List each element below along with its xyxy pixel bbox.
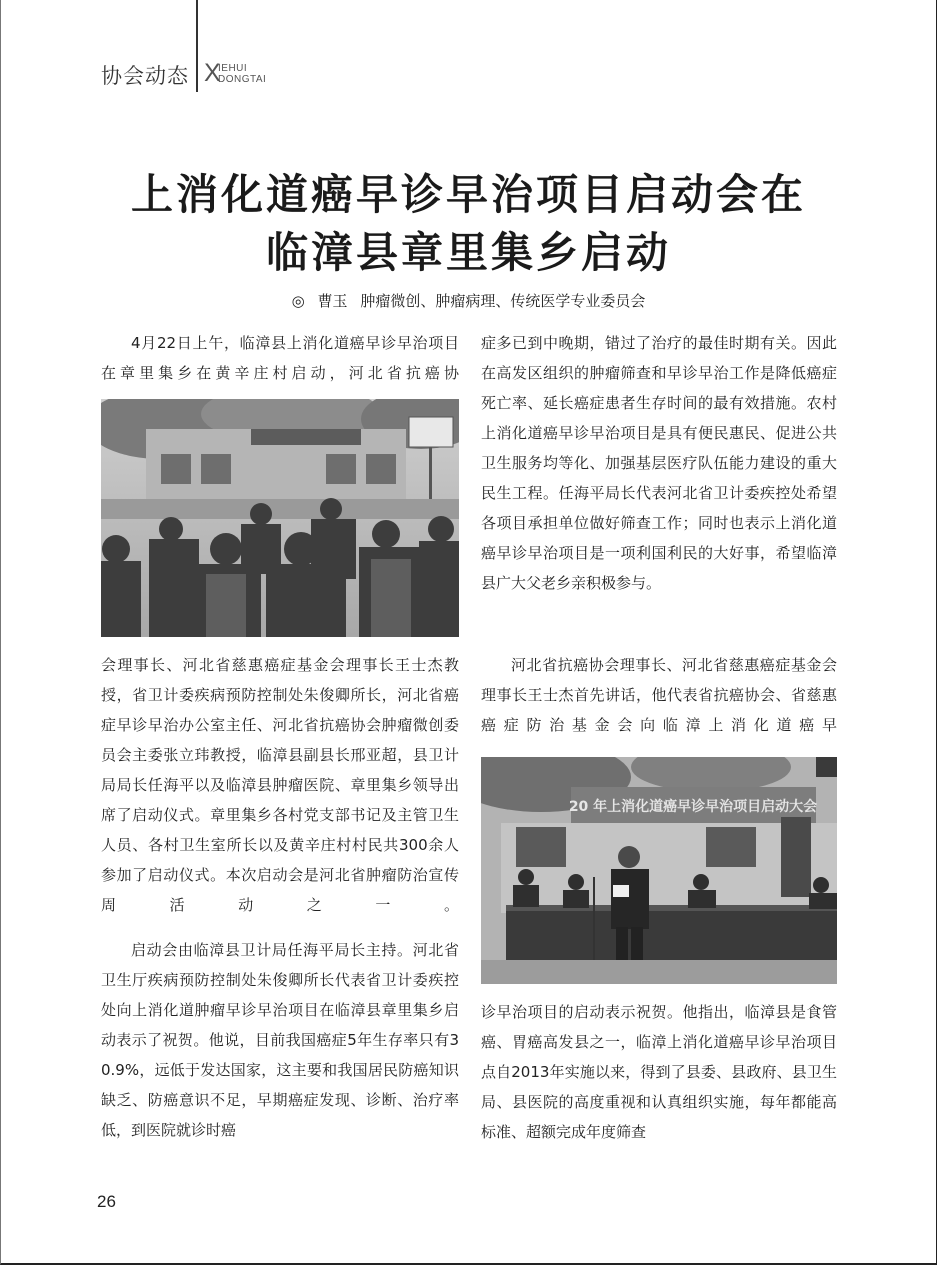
article-title-line1: 上消化道癌早诊早治项目启动会在	[130, 170, 806, 219]
speaker-podium-illustration	[481, 757, 837, 984]
section-title: 协会动态	[101, 64, 189, 88]
section-subtitle-line1: IEHUI	[218, 63, 248, 74]
page-number: 26	[97, 1192, 116, 1211]
paragraph-3: 河北省抗癌协会理事长、河北省慈惠癌症基金会理事长王士杰首先讲话，他代表省抗癌协会、省慈惠癌症防治基金会向临漳上消化道癌早	[481, 656, 837, 734]
speaker-podium-photo	[481, 757, 837, 984]
paragraph-3-continued: 诊早治项目的启动表示祝贺。他指出，临漳县是食管癌、胃癌高发县之一，临漳上消化道癌早诊早治项目点自2013年实施以来，得到了县委、县政府、县卫生局、县医院的高度重视和认真组织实施，每年都能高标准、超额完成年度筛查	[481, 1003, 837, 1141]
banner-text: 20 年上消化道癌早诊早治项目启动大会	[568, 799, 818, 815]
paragraph-2-continued: 症多已到中晚期，错过了治疗的最佳时期有关。因此在高发区组织的肿瘤筛查和早诊早治工作是降低癌症死亡率、延长癌症患者生存时间的最有效措施。农村上消化道癌早诊早治项目是具有便民惠民、促进公共卫生服务均等化、加强基层医疗队伍能力建设的重大民生工程。任海平局长代表河北省卫计委疾控处希望各项目承担单位做好筛查工作；同时也表示上消化道癌早诊早治项目是一项利国利民的大好事，希望临漳县广大父老乡亲积极参与。	[481, 334, 837, 592]
article-title-line2: 临漳县章里集乡启动	[265, 228, 671, 277]
meeting-audience-illustration	[101, 399, 459, 637]
section-subtitle-line2: DONGTAI	[218, 74, 267, 85]
byline	[0, 290, 937, 311]
paragraph-1-opening: 4月22日上午，临漳县上消化道癌早诊早治项目在章里集乡在黄辛庄村启动，河北省抗癌协	[101, 334, 459, 382]
header-divider	[196, 0, 198, 92]
meeting-audience-photo	[101, 399, 459, 637]
byline-symbol: ◎	[291, 292, 305, 310]
section-initial: X	[204, 59, 221, 87]
paragraph-2: 启动会由临漳县卫计局任海平局长主持。河北省卫生厅疾病预防控制处朱俊卿所长代表省卫计委疾控处向上消化道肿瘤早诊早治项目在临漳县章里集乡启动表示了祝贺。他说，目前我国癌症5年生存率只有30.9%，远低于发达国家，这主要和我国居民防癌知识缺乏、防癌意识不足，早期癌症发现、诊断、治疗率低，到医院就诊时癌	[101, 941, 459, 1139]
paragraph-1-continued: 会理事长、河北省慈惠癌症基金会理事长王士杰教授，省卫计委疾病预防控制处朱俊卿所长，河北省癌症早诊早治办公室主任、河北省抗癌协会肿瘤微创委员会主委张立玮教授，临漳县副县长邢亚超，县卫计局局长任海平以及临漳县肿瘤医院、章里集乡领导出席了启动仪式。章里集乡各村党支部书记及主管卫生人员、各村卫生室所长以及黄辛庄村村民共300余人参加了启动仪式。本次启动会是河北省肿瘤防治宣传周活动之一。	[101, 656, 459, 914]
byline-author: 曹玉	[317, 292, 348, 310]
byline-affiliation: 肿瘤微创、肿瘤病理、传统医学专业委员会	[360, 292, 646, 310]
